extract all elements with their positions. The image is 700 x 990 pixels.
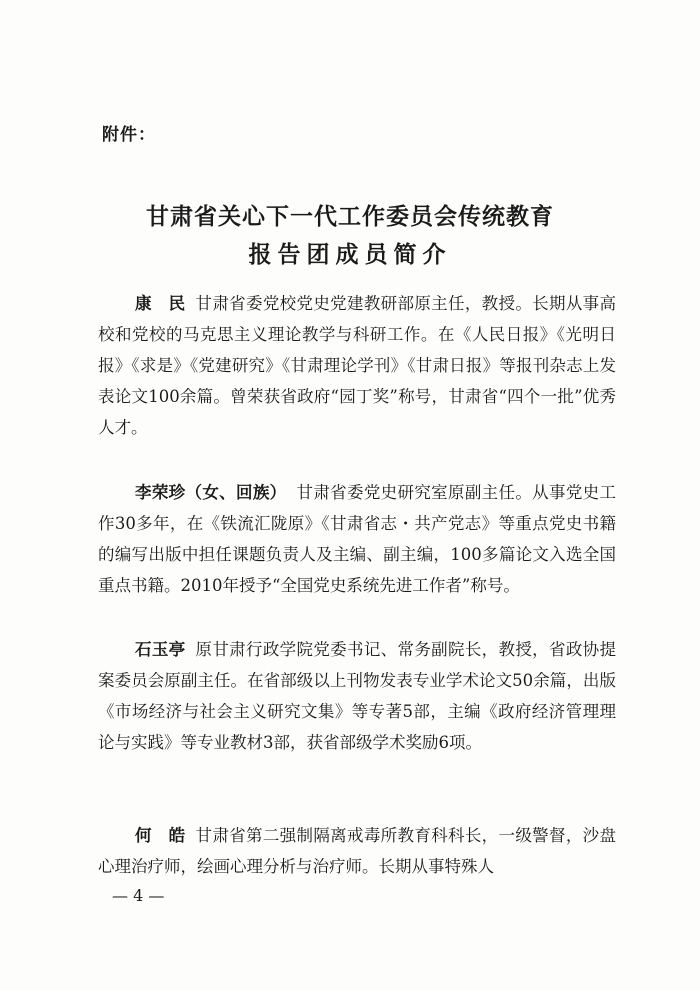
attachment-label: 附件： [102, 125, 156, 145]
member-name: 何 皓 [135, 826, 186, 845]
member-bio-shi-yuting [98, 634, 616, 758]
member-description: 甘肃省委党校党史党建教研部原主任，教授。长期从事高校和党校的马克思主义理论教学与科研工作。在《人民日报》《光明日报》《求是》《党建研究》《甘肃理论学刊》《甘肃日报》等报刊杂志上发表论文100余篇。曾荣获省政府“园丁奖”称号，甘肃省“四个一批”优秀人才。 [98, 294, 616, 437]
document-title-line-1: 甘肃省关心下一代工作委员会传统教育 [146, 204, 554, 230]
member-bio-kang-min [98, 288, 616, 443]
member-description: 甘肃省委党史研究室原副主任。从事党史工作30多年，在《铁流汇陇原》《甘肃省志・共产党志》等重点党史书籍的编写出版中担任课题负责人及主编、副主编，100多篇论文入选全国重点书籍。2010年授予“全国党史系统先进工作者”称号。 [98, 483, 617, 595]
member-description: 甘肃省第二强制隔离戒毒所教育科科长，一级警督，沙盘心理治疗师，绘画心理分析与治疗师。长期从事特殊人 [98, 826, 616, 876]
member-name: 石玉亭 [135, 640, 186, 659]
page-number: — 4 — [112, 886, 165, 905]
member-description: 原甘肃行政学院党委书记、常务副院长，教授，省政协提案委员会原副主任。在省部级以上刊物发表专业学术论文50余篇，出版《市场经济与社会主义研究文集》等专著5部，主编《政府经济管理理论与实践》等专业教材3部，获省部级学术奖励6项。 [98, 640, 616, 752]
document-title-line-2: 报告团成员简介 [248, 242, 452, 268]
member-bio-li-rongzhen [98, 477, 616, 601]
member-name: 李荣珍（女、回族） [135, 483, 287, 502]
member-bio-he-hao [98, 820, 616, 882]
member-name: 康 民 [135, 294, 186, 313]
